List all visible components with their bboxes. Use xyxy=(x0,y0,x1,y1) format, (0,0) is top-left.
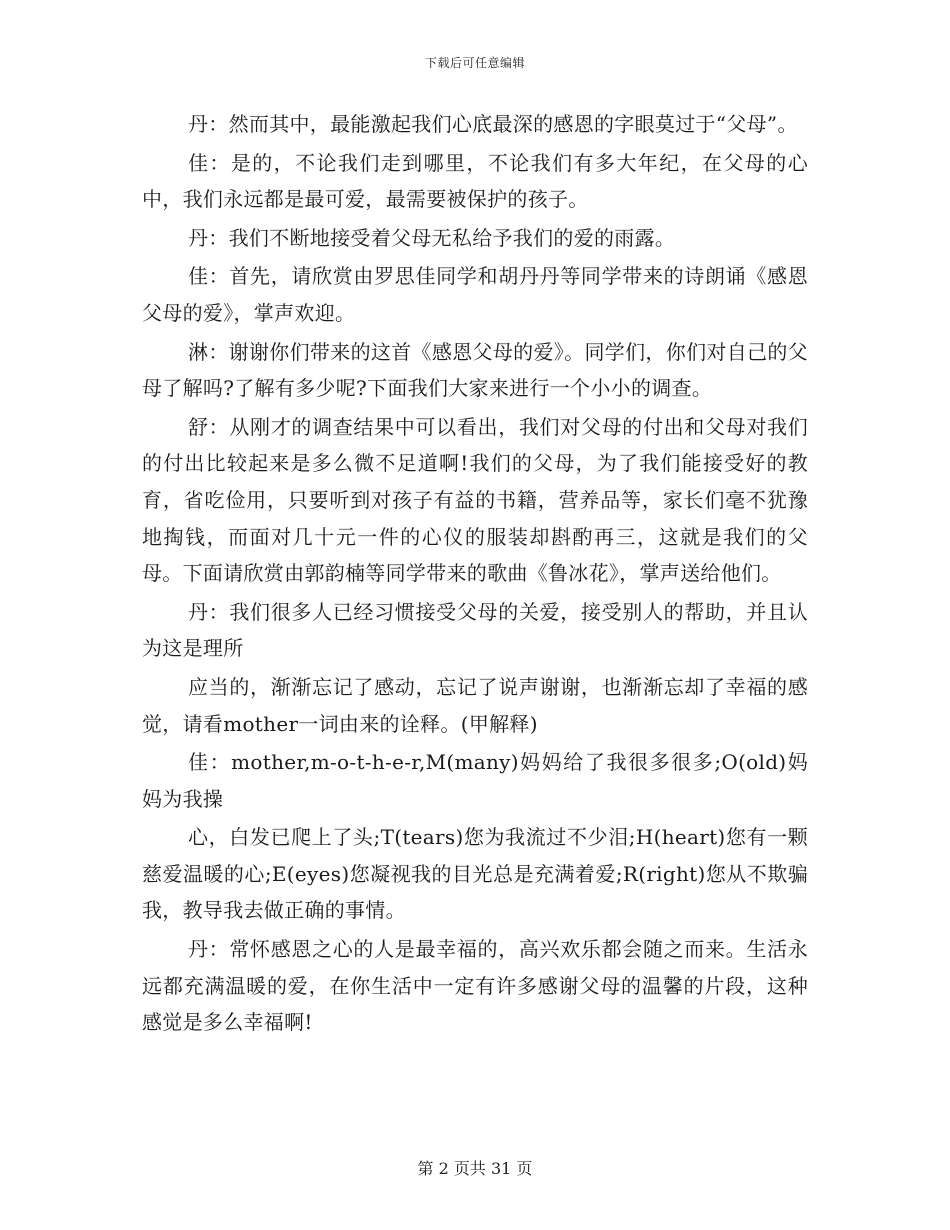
paragraph-7: 丹：我们很多人已经习惯接受父母的关爱，接受别人的帮助，并且认为这是理所 xyxy=(142,599,808,661)
paragraph-4: 佳：首先，请欣赏由罗思佳同学和胡丹丹等同学带来的诗朗诵《感恩父母的爱》，掌声欢迎。 xyxy=(142,264,808,325)
paragraph-5: 淋：谢谢你们带来的这首《感恩父母的爱》。同学们，你们对自己的父母了解吗?了解有多少呢?下面我们大家来进行一个小小的调查。 xyxy=(142,339,808,401)
paragraph-10: 心，白发已爬上了头;T(tears)您为我流过不少泪;H(heart)您有一颗慈爱温暖的心;E(eyes)您凝视我的目光总是充满着爱;R(right)您从不欺骗我，教导我去做正确的事情。 xyxy=(142,825,808,923)
header-note: 下载后可任意编辑 xyxy=(424,56,525,70)
page-footer: 第 2 页共 31 页 xyxy=(417,1159,533,1178)
document-body xyxy=(142,106,808,1043)
paragraph-9: 佳：mother,m-o-t-h-e-r,M(many)妈妈给了我很多很多;O(old)妈妈为我操 xyxy=(142,750,808,811)
paragraph-1: 丹：然而其中，最能激起我们心底最深的感恩的字眼莫过于“父母”。 xyxy=(188,112,798,136)
paragraph-6: 舒：从刚才的调查结果中可以看出，我们对父母的付出和父母对我们的付出比较起来是多么微不足道啊!我们的父母，为了我们能接受好的教育，省吃俭用，只要听到对孩子有益的书籍，营养品等，家长们毫不犹豫地掏钱，而面对几十元一件的心仪的服装却斟酌再三，这就是我们的父母。下面请欣赏由郭韵楠等同学带来的歌曲《鲁冰花》，掌声送给他们。 xyxy=(142,414,808,586)
paragraph-3: 丹：我们不断地接受着父母无私给予我们的爱的雨露。 xyxy=(188,225,676,250)
paragraph-11: 丹：常怀感恩之心的人是最幸福的，高兴欢乐都会随之而来。生活永远都充满温暖的爱，在你生活中一定有许多感谢父母的温馨的片段，这种感觉是多么幸福啊! xyxy=(142,937,808,1035)
paragraph-8: 应当的，渐渐忘记了感动，忘记了说声谢谢，也渐渐忘却了幸福的感觉，请看mother一词由来的诠释。(甲解释) xyxy=(142,674,808,736)
paragraph-2: 佳：是的，不论我们走到哪里，不论我们有多大年纪，在父母的心中，我们永远都是最可爱，最需要被保护的孩子。 xyxy=(142,150,808,212)
